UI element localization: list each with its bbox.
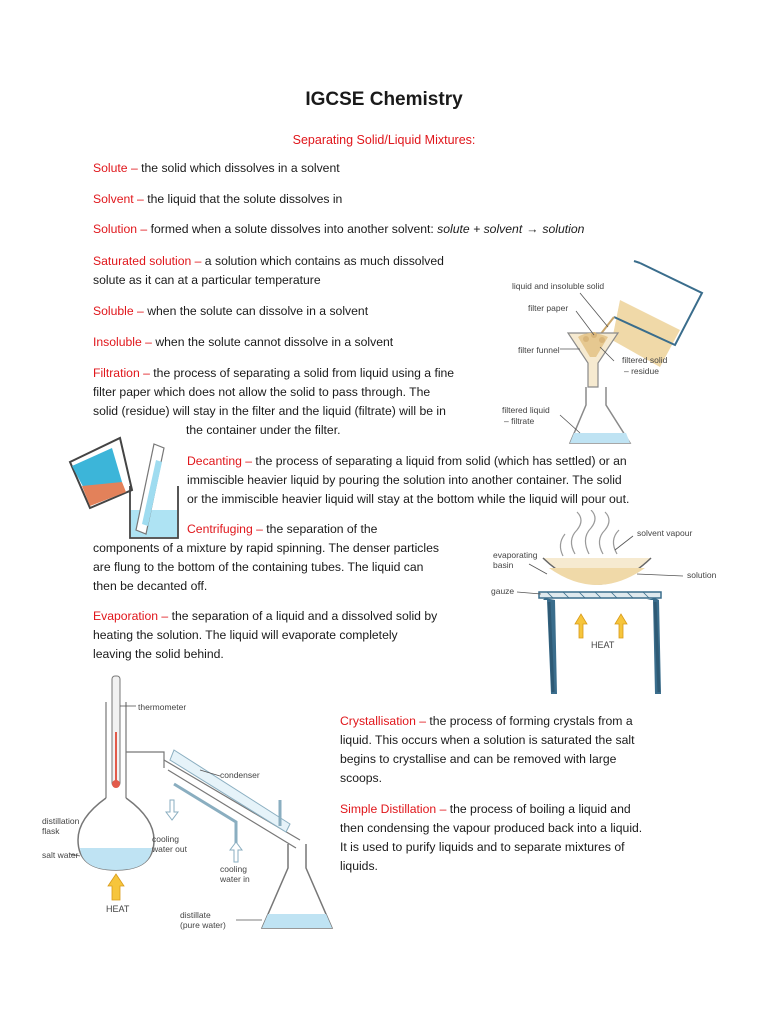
term-solute: Solute –	[93, 161, 138, 175]
definition-solution	[93, 220, 584, 239]
thermometer-icon	[112, 676, 120, 788]
definition-filtration	[93, 364, 454, 440]
definition-filtration-line2: filter paper which does not allow the solid to pass through. The	[93, 385, 431, 399]
definition-distillation-line4: liquids.	[340, 859, 378, 873]
definition-solute	[93, 159, 340, 178]
distillation-diagram	[40, 672, 335, 934]
definition-evaporation	[93, 607, 437, 664]
definition-saturated	[93, 252, 444, 290]
definition-crystallisation-line1: the process of forming crystals from a	[426, 714, 633, 728]
label-thermometer: thermometer	[138, 702, 187, 712]
definition-evaporation-line2: heating the solution. The liquid will evaporate completely	[93, 628, 398, 642]
definition-filtration-line4: the container under the filter.	[186, 423, 341, 437]
definition-evaporation-line3: leaving the solid behind.	[93, 647, 224, 661]
definition-filtration-line3: solid (residue) will stay in the filter and the liquid (filtrate) will be in	[93, 404, 446, 418]
term-distillation: Simple Distillation –	[340, 802, 447, 816]
definition-crystallisation	[340, 712, 634, 788]
label-filtrate: – filtrate	[504, 416, 535, 426]
definition-decanting	[187, 452, 629, 509]
label-filtered-liquid: filtered liquid	[502, 405, 550, 415]
conical-flask-icon	[570, 387, 630, 443]
definition-distillation	[340, 800, 642, 876]
definition-solution-text: formed when a solute dissolves into another solvent:	[147, 222, 438, 236]
definition-insoluble-text: when the solute cannot dissolve in a solvent	[151, 335, 394, 349]
receiving-flask-icon	[262, 844, 332, 928]
term-solution: Solution –	[93, 222, 148, 236]
term-centrifuging: Centrifuging –	[187, 522, 263, 536]
label-flask: flask	[42, 826, 60, 836]
term-decanting: Decanting –	[187, 454, 253, 468]
evaporating-basin-icon	[543, 558, 651, 585]
definition-centrifuging-line3: are flung to the bottom of the containing tubes. The liquid can	[93, 560, 424, 574]
vapour-wisps-icon	[560, 510, 619, 556]
section-subtitle: Separating Solid/Liquid Mixtures:	[292, 133, 476, 147]
label-condenser: condenser	[220, 770, 260, 780]
filtration-diagram	[490, 255, 710, 455]
definition-centrifuging-line1: the separation of the	[262, 522, 378, 536]
gauze-icon	[539, 592, 661, 598]
heat-arrow-icon	[108, 874, 124, 900]
definition-crystallisation-line3: begins to crystallise and can be removed with large	[340, 752, 617, 766]
definition-evaporation-line1: the separation of a liquid and a dissolved solid by	[168, 609, 438, 623]
label-solution: solution	[687, 570, 717, 580]
tilted-beaker-icon	[70, 438, 132, 508]
label-heat: HEAT	[106, 904, 130, 914]
definition-centrifuging-line4: then be decanted off.	[93, 579, 208, 593]
label-evaporating: evaporating	[493, 550, 538, 560]
definition-decanting-line3: or the immiscible heavier liquid will stay at the bottom while the liquid will pour out.	[187, 492, 630, 506]
label-solvent-vapour: solvent vapour	[637, 528, 693, 538]
definition-soluble-text: when the solute can dissolve in a solvent	[143, 304, 369, 318]
definition-solvent	[93, 190, 342, 209]
definition-filtration-line1: the process of separating a solid from liquid using a fine	[149, 366, 455, 380]
term-solvent: Solvent –	[93, 192, 144, 206]
equation-product: solution	[542, 222, 585, 236]
label-residue: – residue	[624, 366, 659, 376]
definition-soluble	[93, 302, 368, 321]
term-soluble: Soluble –	[93, 304, 144, 318]
term-insoluble: Insoluble –	[93, 335, 152, 349]
label-filter-paper: filter paper	[528, 303, 569, 313]
label-distillation: distillation	[42, 816, 80, 826]
equation-arrow: →	[526, 222, 539, 236]
label-salt-water: salt water	[42, 850, 79, 860]
pouring-beaker-icon	[612, 261, 702, 367]
label-filtered-solid: filtered solid	[622, 355, 668, 365]
filter-funnel-icon	[568, 332, 618, 387]
definition-decanting-line1: the process of separating a liquid from solid (which has settled) or an	[252, 454, 627, 468]
label-basin: basin	[493, 560, 514, 570]
label-water-out: water out	[152, 844, 187, 854]
label-distillate: distillate	[180, 910, 211, 920]
decanting-diagram	[64, 430, 188, 542]
term-saturated: Saturated solution –	[93, 254, 202, 268]
label-gauze: gauze	[491, 586, 515, 596]
term-evaporation: Evaporation –	[93, 609, 169, 623]
definition-distillation-line2: then condensing the vapour produced back into a liquid.	[340, 821, 643, 835]
label-pure-water: (pure water)	[180, 920, 226, 930]
definition-solute-text: the solid which dissolves in a solvent	[137, 161, 340, 175]
evaporation-diagram	[487, 510, 737, 700]
condenser-icon	[164, 750, 300, 848]
label-cooling-in: cooling	[220, 864, 247, 874]
label-liquid-insoluble: liquid and insoluble solid	[512, 281, 605, 291]
label-heat: HEAT	[591, 640, 615, 650]
label-water-in: water in	[220, 874, 250, 884]
definition-distillation-line3: It is used to purify liquids and to separate mixtures of	[340, 840, 625, 854]
label-cooling-out: cooling	[152, 834, 179, 844]
definition-decanting-line2: immiscible heavier liquid by pouring the solution into another container. The solid	[187, 473, 622, 487]
term-crystallisation: Crystallisation –	[340, 714, 427, 728]
definition-saturated-line2: solute as it can at a particular temperature	[93, 273, 321, 287]
label-filter-funnel: filter funnel	[518, 345, 560, 355]
definition-crystallisation-line4: scoops.	[340, 771, 383, 785]
page-title: IGCSE Chemistry	[305, 89, 463, 110]
definition-distillation-line1: the process of boiling a liquid and	[446, 802, 631, 816]
definition-crystallisation-line2: liquid. This occurs when a solution is saturated the salt	[340, 733, 635, 747]
equation-reactants: solute + solvent	[437, 222, 523, 236]
definition-centrifuging-line2: components of a mixture by rapid spinning. The denser particles	[93, 541, 439, 555]
definition-solvent-text: the liquid that the solute dissolves in	[143, 192, 343, 206]
heat-arrow-icon	[575, 614, 627, 638]
term-filtration: Filtration –	[93, 366, 150, 380]
definition-saturated-line1: a solution which contains as much dissolved	[201, 254, 444, 268]
definition-insoluble	[93, 333, 393, 352]
